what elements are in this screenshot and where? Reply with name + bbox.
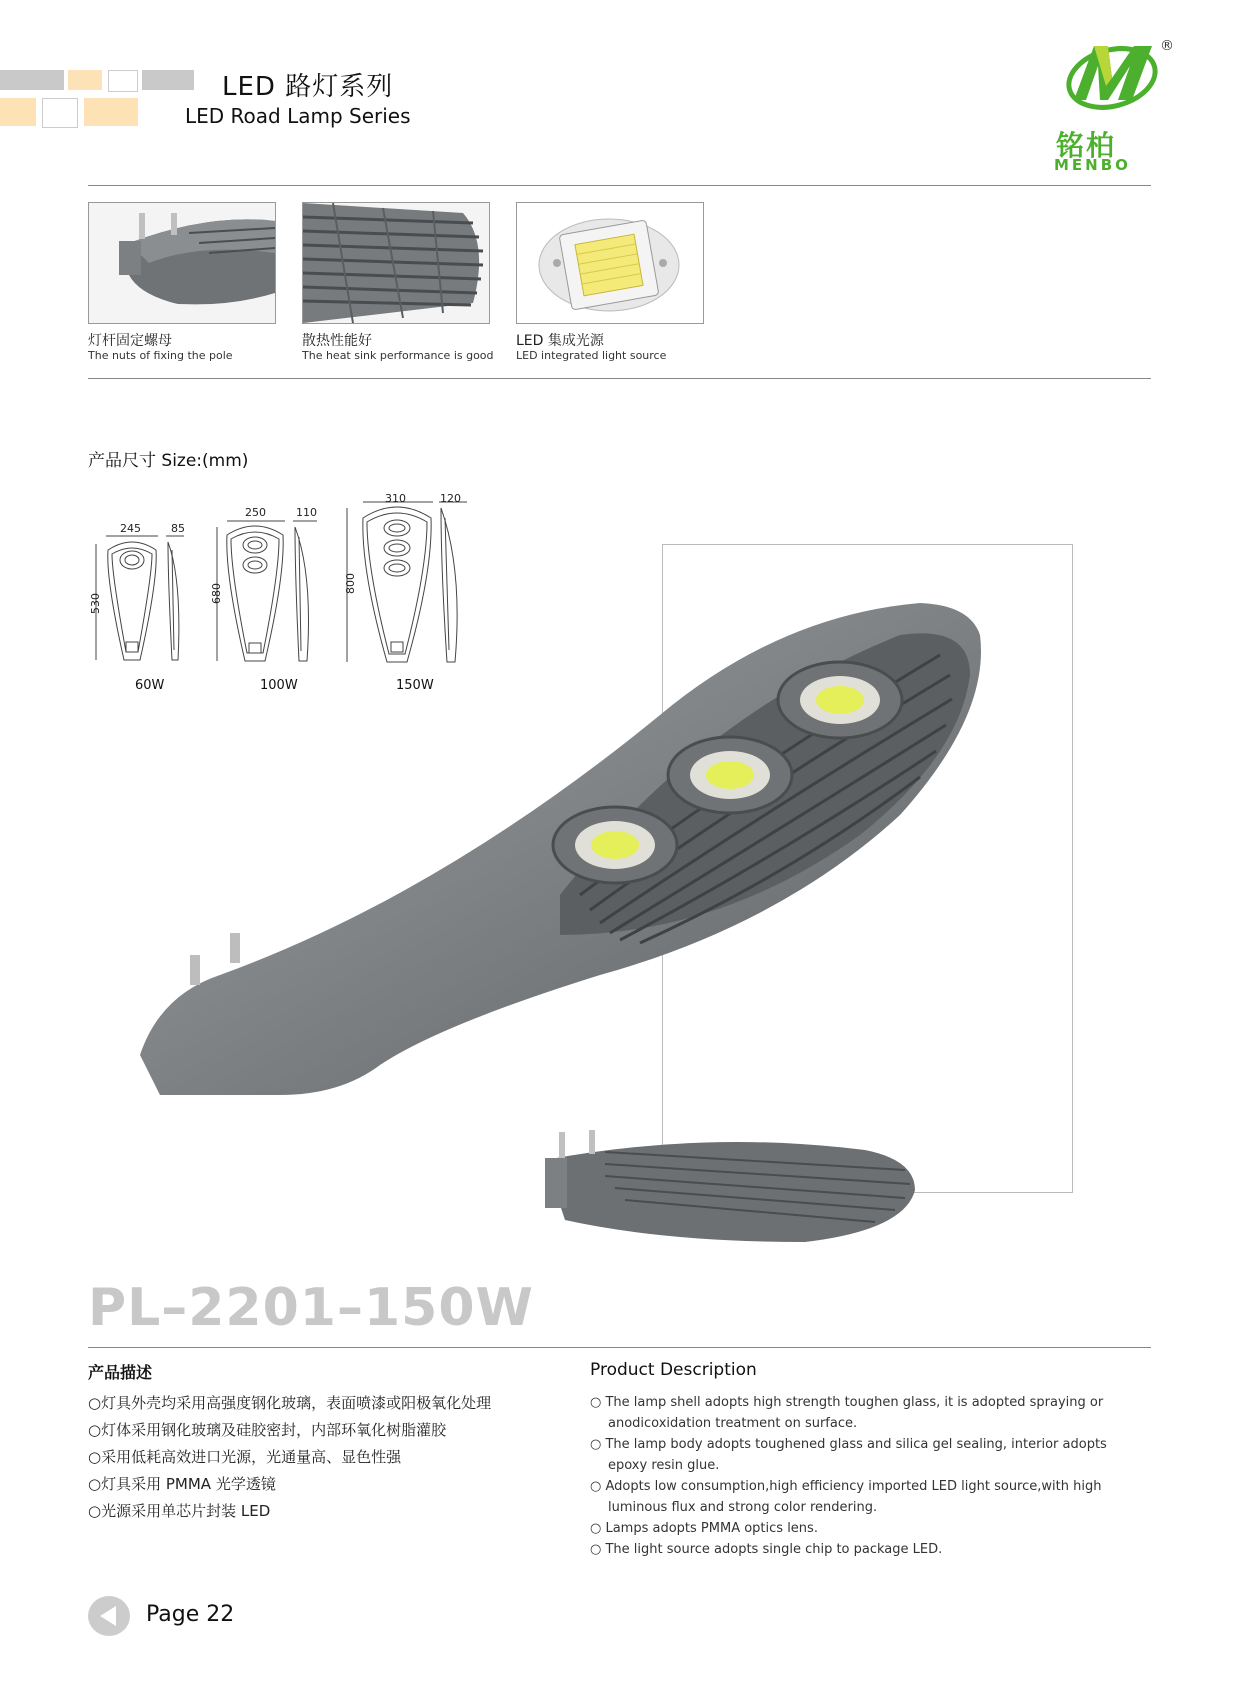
watt-label-100w: 100W: [260, 678, 298, 693]
page-back-button[interactable]: [88, 1596, 130, 1636]
description-divider: [88, 1347, 1151, 1348]
product-main-image: [140, 595, 1000, 1175]
feature-image-heat-sink: [302, 202, 490, 324]
dim-depth-150w: 120: [440, 492, 461, 505]
description-item-cn: ○灯具外壳均采用高强度钢化玻璃，表面喷漆或阳极氧化处理: [88, 1394, 492, 1412]
dim-height-100w: 680: [210, 583, 223, 604]
description-item-en: ○ Adopts low consumption,high efficiency imported LED light source,with high luminous flux and strong color rendering.: [590, 1479, 1102, 1515]
dim-width-60w: 245: [120, 522, 141, 535]
feature-caption-cn-1: 灯杆固定螺母: [88, 333, 172, 349]
feature-caption-en-1: The nuts of fixing the pole: [88, 349, 233, 362]
registered-mark: ®: [1160, 38, 1174, 54]
description-item-en: ○ The lamp shell adopts high strength toughen glass, it is adopted spraying or anodicoxidation treatment on surface.: [590, 1395, 1104, 1431]
feature-image-led-chip: [516, 202, 704, 324]
description-heading-cn: 产品描述: [88, 1363, 153, 1382]
description-heading-en: Product Description: [590, 1360, 757, 1380]
dim-depth-100w: 110: [296, 506, 317, 519]
brand-logo: [1060, 26, 1170, 124]
feature-caption-cn-2: 散热性能好: [302, 333, 372, 349]
description-item-cn: ○灯具采用 PMMA 光学透镜: [88, 1475, 276, 1493]
feature-caption-cn-3: LED 集成光源: [516, 333, 604, 349]
description-item-en: ○ The light source adopts single chip to package LED.: [590, 1542, 943, 1557]
description-item-en: ○ Lamps adopts PMMA optics lens.: [590, 1521, 818, 1536]
feature-image-pole-nuts: [88, 202, 276, 324]
product-side-image: [545, 1130, 925, 1245]
watt-label-60w: 60W: [135, 678, 165, 693]
page-number: Page 22: [146, 1602, 235, 1627]
description-item-cn: ○灯体采用钢化玻璃及硅胶密封，内部环氧化树脂灌胶: [88, 1421, 447, 1439]
feature-caption-en-2: The heat sink performance is good: [302, 349, 494, 362]
features-divider: [88, 378, 1151, 379]
dim-height-150w: 800: [344, 573, 357, 594]
dim-width-150w: 310: [385, 492, 406, 505]
logo-text-cn: 铭柏: [1056, 129, 1117, 162]
model-name: PL–2201–150W: [88, 1278, 534, 1338]
logo-mark-icon: [1060, 26, 1170, 124]
header-divider: [88, 185, 1151, 186]
description-list-cn: [88, 1390, 491, 1525]
dim-height-60w: 530: [89, 593, 102, 614]
description-list-en: [590, 1392, 1150, 1560]
dim-depth-60w: 85: [171, 522, 185, 535]
watt-label-150w: 150W: [396, 678, 434, 693]
logo-text-en: MENBO: [1054, 156, 1131, 174]
feature-caption-en-3: LED integrated light source: [516, 349, 667, 362]
description-item-cn: ○采用低耗高效进口光源，光通量高、显色性强: [88, 1448, 402, 1466]
series-title-cn: LED 路灯系列: [222, 72, 394, 102]
dim-width-100w: 250: [245, 506, 266, 519]
description-item-en: ○ The lamp body adopts toughened glass and silica gel sealing, interior adopts epoxy resin glue.: [590, 1437, 1107, 1473]
series-title-en: LED Road Lamp Series: [185, 104, 411, 128]
arrow-left-icon: [88, 1596, 130, 1636]
size-section-title: 产品尺寸 Size:(mm): [88, 451, 249, 471]
description-item-cn: ○光源采用单芯片封装 LED: [88, 1502, 271, 1520]
